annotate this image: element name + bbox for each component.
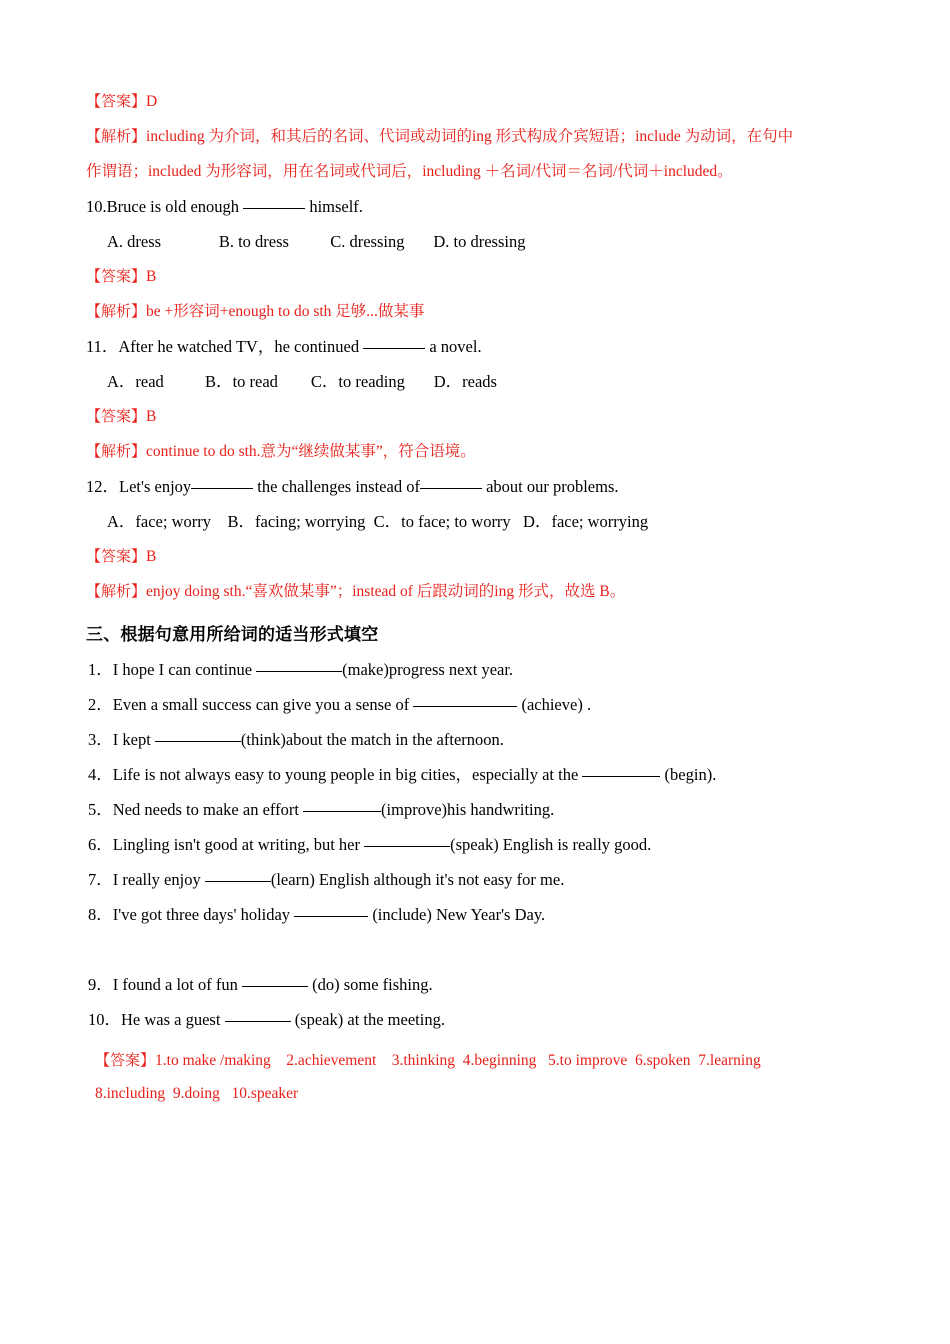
- question-options-12[interactable]: A．face; worry B．facing; worrying C．to face; to worry D．face; worrying: [107, 512, 649, 531]
- answer-blank[interactable]: [225, 1008, 291, 1022]
- fill-item-7-after: (learn) English although it's not easy for me.: [270, 870, 565, 889]
- fill-item-1-num: 1．: [88, 660, 113, 679]
- question-stem-10-after: himself.: [305, 197, 363, 216]
- fill-item-2-after: (achieve) .: [517, 695, 592, 714]
- analysis-label: 【解析】: [86, 442, 147, 460]
- analysis-line-10: [86, 294, 866, 329]
- fill-item-1-before: I hope I can continue: [112, 660, 257, 679]
- answer-blank[interactable]: [413, 693, 517, 707]
- question-stem-12-mid: the challenges instead of: [253, 477, 420, 496]
- fill-item-2: [86, 687, 866, 722]
- fill-item-8: [86, 897, 866, 932]
- answer-blank[interactable]: [242, 973, 308, 987]
- answer-line-11: [86, 399, 866, 434]
- fill-item-4-before: Life is not always easy to young people in big cities，especially at the: [112, 765, 583, 784]
- answer-blank[interactable]: [364, 833, 450, 847]
- fill-item-6: [86, 827, 866, 862]
- fill-item-10: [86, 1002, 866, 1037]
- fill-item-2-before: Even a small success can give you a sense of: [112, 695, 414, 714]
- answer-blank[interactable]: [243, 195, 305, 209]
- answer-blank[interactable]: [363, 335, 425, 349]
- fill-item-9-num: 9．: [88, 975, 113, 994]
- answer-blank[interactable]: [294, 903, 368, 917]
- question-options-11[interactable]: A．read B．to read C．to reading D．reads: [107, 372, 497, 391]
- answer-blank[interactable]: [256, 658, 342, 672]
- section-heading-three: 三、根据句意用所给词的适当形式填空: [86, 625, 379, 645]
- analysis-label: 【解析】: [86, 302, 147, 320]
- analysis-text-11: continue to do sth.意为“继续做某事”，符合语境。: [146, 443, 476, 460]
- answer-label: 【答案】: [86, 407, 147, 425]
- answer-key-line1: 1.to make /making 2.achievement 3.thinking 4.beginning 5.to improve 6.spoken 7.learning: [155, 1052, 761, 1069]
- analysis-line-11: [86, 434, 866, 469]
- analysis-label: 【解析】: [86, 582, 147, 600]
- answer-value-12: B: [146, 548, 157, 565]
- paragraph-spacer: [86, 932, 866, 967]
- fill-item-4-after: (begin).: [660, 765, 717, 784]
- analysis-label: 【解析】: [86, 127, 147, 145]
- fill-item-7: [86, 862, 866, 897]
- fill-item-8-before: I've got three days' holiday: [112, 905, 295, 924]
- answer-value: D: [146, 93, 158, 110]
- answer-line-top: [86, 84, 866, 119]
- answer-label: 【答案】: [95, 1051, 156, 1069]
- fill-item-7-before: I really enjoy: [112, 870, 205, 889]
- fill-item-8-after: (include) New Year's Day.: [368, 905, 546, 924]
- question-stem-11: [86, 329, 866, 364]
- fill-item-4-num: 4．: [88, 765, 113, 784]
- answer-line-12: [86, 539, 866, 574]
- fill-item-6-after: (speak) English is really good.: [450, 835, 652, 854]
- analysis-text-line2: 作谓语；included 为形容词，用在名词或代词后，including ＋名词/代词＝名词/代词＋included。: [86, 163, 733, 180]
- answer-blank[interactable]: [205, 868, 271, 882]
- question-stem-12-before: 12．Let's enjoy: [86, 477, 192, 496]
- answer-key-block: [86, 1044, 866, 1077]
- fill-item-2-num: 2．: [88, 695, 113, 714]
- analysis-text-line2-wrap: [86, 154, 866, 189]
- analysis-text-12: enjoy doing sth.“喜欢做某事”；instead of 后跟动词的ing 形式，故选 B。: [146, 583, 626, 600]
- question-stem-10: [86, 189, 866, 224]
- answer-label: 【答案】: [86, 267, 147, 285]
- answer-line-10: [86, 259, 866, 294]
- question-stem-11-before: 11．After he watched TV，he continued: [86, 337, 364, 356]
- answer-value-11: B: [146, 408, 157, 425]
- fill-item-5-num: 5．: [88, 800, 113, 819]
- question-options-10[interactable]: A. dress B. to dress C. dressing D. to dressing: [107, 232, 526, 251]
- fill-item-3-before: I kept: [112, 730, 155, 749]
- fill-item-1-after: (make)progress next year.: [342, 660, 514, 679]
- fill-item-8-num: 8．: [88, 905, 113, 924]
- answer-blank[interactable]: [420, 475, 482, 489]
- fill-item-10-num: 10．: [88, 1010, 121, 1029]
- answer-value-10: B: [146, 268, 157, 285]
- answer-blank[interactable]: [191, 475, 253, 489]
- analysis-block-top: [86, 119, 866, 154]
- answer-blank[interactable]: [155, 728, 241, 742]
- fill-item-6-num: 6．: [88, 835, 113, 854]
- answer-key-line2: 8.including 9.doing 10.speaker: [95, 1085, 299, 1102]
- fill-item-3: [86, 722, 866, 757]
- answer-label: 【答案】: [86, 547, 147, 565]
- fill-item-9-after: (do) some fishing.: [307, 975, 433, 994]
- answer-label: 【答案】: [86, 92, 147, 110]
- fill-item-7-num: 7．: [88, 870, 113, 889]
- fill-item-9: [86, 967, 866, 1002]
- fill-item-3-num: 3．: [88, 730, 113, 749]
- question-stem-12-after: about our problems.: [481, 477, 619, 496]
- answer-blank[interactable]: [582, 763, 660, 777]
- question-stem-12: [86, 469, 866, 504]
- analysis-line-12: [86, 574, 866, 609]
- question-stem-10-before: 10.Bruce is old enough: [86, 197, 244, 216]
- answer-blank[interactable]: [303, 798, 381, 812]
- fill-item-5: [86, 792, 866, 827]
- fill-item-5-before: Ned needs to make an effort: [112, 800, 304, 819]
- fill-item-5-after: (improve)his handwriting.: [381, 800, 555, 819]
- fill-item-3-after: (think)about the match in the afternoon.: [240, 730, 504, 749]
- fill-item-9-before: I found a lot of fun: [112, 975, 242, 994]
- fill-item-4: [86, 757, 866, 792]
- analysis-text-line1: including 为介词，和其后的名词、代词或动词的ing 形式构成介宾短语；include 为动词，在句中: [146, 128, 794, 145]
- analysis-text-10: be +形容词+enough to do sth 足够...做某事: [146, 303, 425, 320]
- fill-item-10-after: (speak) at the meeting.: [290, 1010, 445, 1029]
- answer-key-line2-wrap: [86, 1077, 866, 1110]
- question-stem-11-after: a novel.: [425, 337, 482, 356]
- fill-item-10-before: He was a guest: [121, 1010, 225, 1029]
- fill-item-1: [86, 652, 866, 687]
- fill-item-6-before: Lingling isn't good at writing, but her: [112, 835, 365, 854]
